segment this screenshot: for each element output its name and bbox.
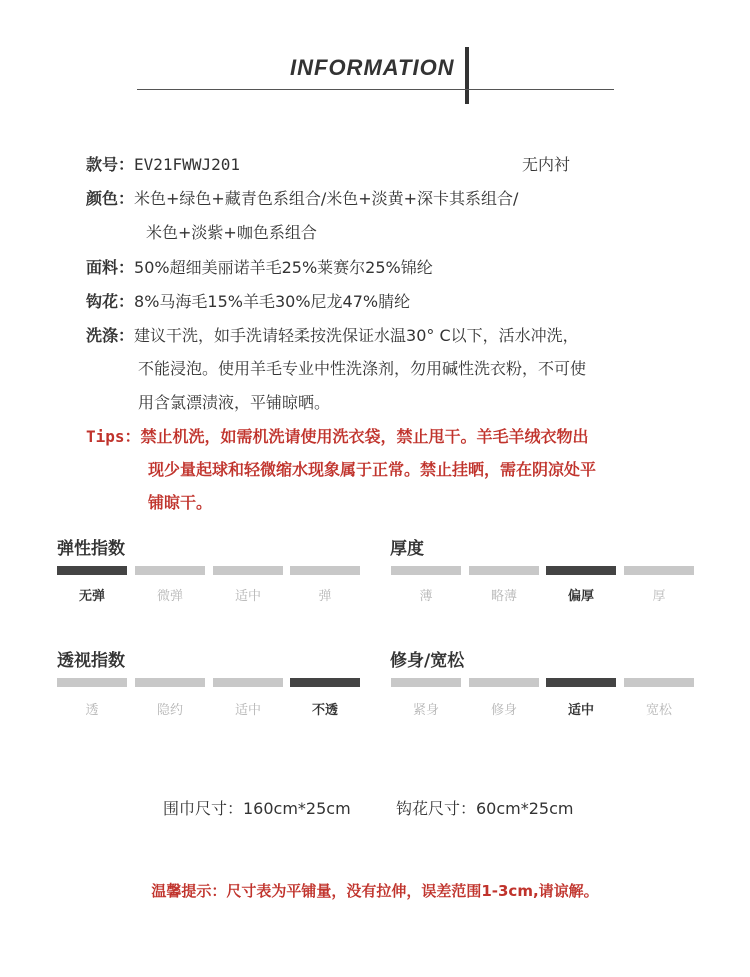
header (0, 0, 750, 110)
scale-option: 无弹 (78, 589, 105, 604)
fabric-label: 面料： (86, 258, 135, 277)
style-value: EV21FWWJ201 (134, 155, 240, 174)
scale-segment (546, 678, 616, 687)
page-title: INFORMATION (290, 55, 455, 80)
scale-option: 弹 (318, 589, 332, 604)
scale-segment (391, 566, 461, 575)
scale-segment (546, 566, 616, 575)
scale-segment (469, 566, 539, 575)
scale-segment (624, 678, 694, 687)
scale-title: 弹性指数 (57, 539, 125, 559)
scale-option: 宽松 (645, 703, 672, 718)
fabric-row (86, 258, 433, 278)
knit-row (86, 292, 410, 312)
scale-title: 修身/宽松 (390, 651, 465, 671)
scale-option: 透 (85, 703, 99, 718)
scale-option: 厚 (652, 589, 666, 604)
fabric-value: 50%超细美丽诺羊毛25%莱赛尔25%锦纶 (134, 258, 433, 277)
knit-label: 钩花： (86, 292, 135, 311)
wash-line1: 建议干洗，如手洗请轻柔按洗保证水温30° C以下，活水冲洗， (134, 326, 579, 345)
lining-value: 无内衬 (522, 155, 571, 174)
scale-segment (290, 566, 360, 575)
scale-option: 紧身 (412, 703, 439, 718)
scale-option: 微弹 (156, 589, 183, 604)
scarf-size: 围巾尺寸：160cm*25cm (163, 799, 351, 818)
scale-segment (391, 678, 461, 687)
scale-title: 厚度 (390, 539, 424, 559)
scale-segment (469, 678, 539, 687)
scale-segment (213, 678, 283, 687)
scale-option: 略薄 (490, 589, 517, 604)
wash-label: 洗涤： (86, 326, 135, 345)
style-label: 款号： (86, 155, 135, 174)
knit-size: 钩花尺寸：60cm*25cm (396, 799, 574, 818)
color-value-line1: 米色+绿色+藏青色系组合/米色+淡黄+深卡其系组合/ (134, 189, 519, 208)
title-divider (465, 47, 469, 104)
color-label: 颜色： (86, 189, 135, 208)
title-rule (137, 89, 614, 90)
scale-option: 隐约 (156, 703, 183, 718)
scale-option: 薄 (419, 589, 433, 604)
wash-row (86, 326, 579, 346)
scale-segment (290, 678, 360, 687)
color-value-line2: 米色+淡紫+咖色系组合 (146, 223, 317, 242)
tips-line1: 禁止机洗，如需机洗请使用洗衣袋，禁止甩干。羊毛羊绒衣物出 (140, 427, 589, 446)
scale-segment (135, 678, 205, 687)
scale-option: 不透 (311, 703, 338, 718)
scale-option: 修身 (490, 703, 517, 718)
tips-label: Tips： (86, 427, 141, 446)
scale-segment (57, 566, 127, 575)
scale-option: 适中 (567, 703, 594, 718)
scale-option: 适中 (234, 703, 261, 718)
scale-segment (213, 566, 283, 575)
tips-line2: 现少量起球和轻微缩水现象属于正常。禁止挂晒，需在阴凉处平 (148, 460, 597, 479)
wash-line3: 用含氯漂渍液，平铺晾晒。 (138, 393, 331, 412)
scale-segment (57, 678, 127, 687)
scale-option: 适中 (234, 589, 261, 604)
size-note: 温馨提示：尺寸表为平铺量，没有拉伸，误差范围1-3cm,请谅解。 (151, 882, 599, 900)
style-row (86, 155, 240, 175)
tips-row (86, 427, 589, 447)
scale-segment (624, 566, 694, 575)
scale-segment (135, 566, 205, 575)
scale-title: 透视指数 (57, 651, 125, 671)
color-row (86, 189, 518, 209)
tips-line3: 铺晾干。 (148, 493, 213, 512)
knit-value: 8%马海毛15%羊毛30%尼龙47%腈纶 (134, 292, 411, 311)
scale-option: 偏厚 (567, 589, 594, 604)
wash-line2: 不能浸泡。使用羊毛专业中性洗涤剂，勿用碱性洗衣粉，不可使 (138, 359, 587, 378)
